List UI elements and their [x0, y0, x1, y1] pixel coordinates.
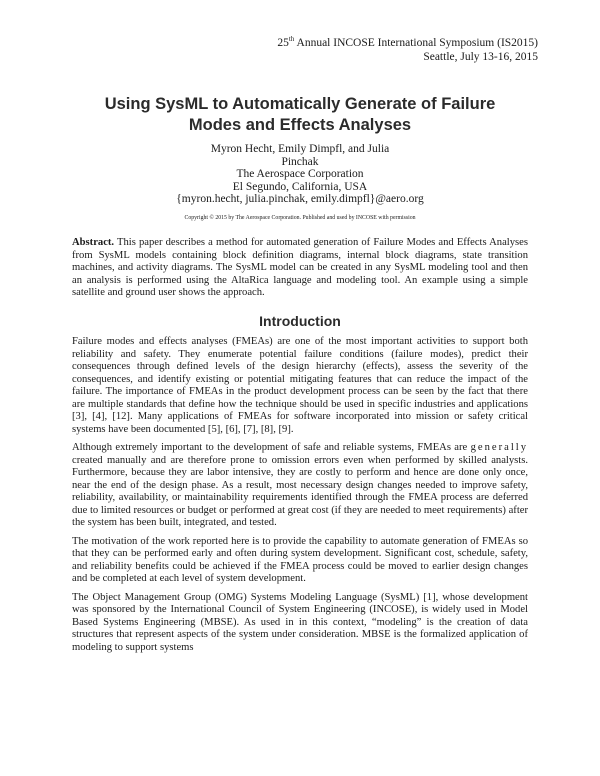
conference-ordinal-suffix: th: [288, 35, 295, 43]
abstract-text: This paper describes a method for automated generation of Failure Modes and Effects Analyses from SysML models containing block definition diagrams, internal block diagrams, state transition machines, and activity diagrams. The SysML model can be created in any SysML modeling tool and then an analysis is performed using the AltaRica language and modeling tool. An example using a simple satellite and ground user shows the approach.: [72, 237, 528, 299]
conference-ordinal: 25: [277, 37, 289, 49]
title-line-2: Modes and Effects Analyses: [188, 116, 412, 134]
introduction-body: [72, 336, 528, 660]
copyright-notice: Copyright © 2015 by The Aerospace Corporation. Published and used by INCOSE with permission: [184, 215, 416, 221]
author-affiliation: The Aerospace Corporation: [236, 168, 364, 181]
paragraph-2-start: Although extremely important to the development of safe and reliable systems, FMEAs are: [72, 442, 468, 453]
paper-title: [60, 94, 540, 136]
conference-name: Annual INCOSE International Symposium (IS2015): [296, 37, 538, 49]
author-names-line-1: Myron Hecht, Emily Dimpfl, and Julia: [210, 143, 390, 155]
paragraph-4: The Object Management Group (OMG) Systems Modeling Language (SysML) [1], whose development was sponsored by the International Council of System Engineering (INCOSE), is widely used in Model Based Systems Engineering (MBSE). As used in in this context, “modeling” is the creation of data structures that represent aspects of the system under consideration. MBSE is the formalized application of modeling to support systems: [72, 591, 528, 653]
paragraph-3: The motivation of the work reported here is to provide the capability to automate generation of FMEAs so that they can be performed early and often during system development. Significant cost, schedule, safety, and reliability benefits could be achieved if the FMEA process could be moved to earlier design changes and be completed at each level of system development.: [72, 535, 528, 584]
paragraph-2-spaced-word: generally: [470, 442, 529, 453]
paragraph-2: [72, 442, 528, 530]
abstract: [72, 237, 528, 300]
paragraph-2-rest: created manually and are therefore prone to omission errors even when performed by skilled analysts. Furthermore, because they are labor intensive, they are costly to perform and hence are done only once, near the end of the design phase. As a result, most necessary design changes needed to improve safety, reliability, availability, or maintainability requirements identified through the FMEA process are deferred due to limited resources or budget or performed at great cost (if they are needed to meet requirements) after the system has been built, integrated, and tested.: [72, 454, 528, 528]
author-block: [150, 143, 450, 206]
author-emails: {myron.hecht, julia.pinchak, emily.dimpfl}@aero.org: [176, 193, 424, 206]
paragraph-1: Failure modes and effects analyses (FMEAs) are one of the most important activities to support both reliability and safety. They enumerate potential failure conditions (failure modes), predict their consequences through defined levels of the design hierarchy (effects), assess the severity of the consequences, and identify existing or potential mitigating features that can reduce the impact of the failure. The importance of FMEAs in the product development process can be seen by the fact that there are multiple standards that define how the technique should be used in specific industries and applications [3], [4], [12]. Many applications of FMEAs for software incorporated into mission or safety critical systems have been documented [5], [6], [7], [8], [9].: [72, 336, 528, 435]
page-header: [178, 36, 538, 64]
author-names-line-2: Pinchak: [281, 155, 319, 168]
section-heading-introduction: Introduction: [259, 313, 341, 329]
conference-line: [178, 36, 538, 50]
location-date: Seattle, July 13-16, 2015: [423, 51, 538, 63]
author-address: El Segundo, California, USA: [232, 180, 368, 193]
abstract-label: Abstract.: [72, 237, 115, 248]
title-line-1: Using SysML to Automatically Generate of Failure: [104, 95, 496, 113]
